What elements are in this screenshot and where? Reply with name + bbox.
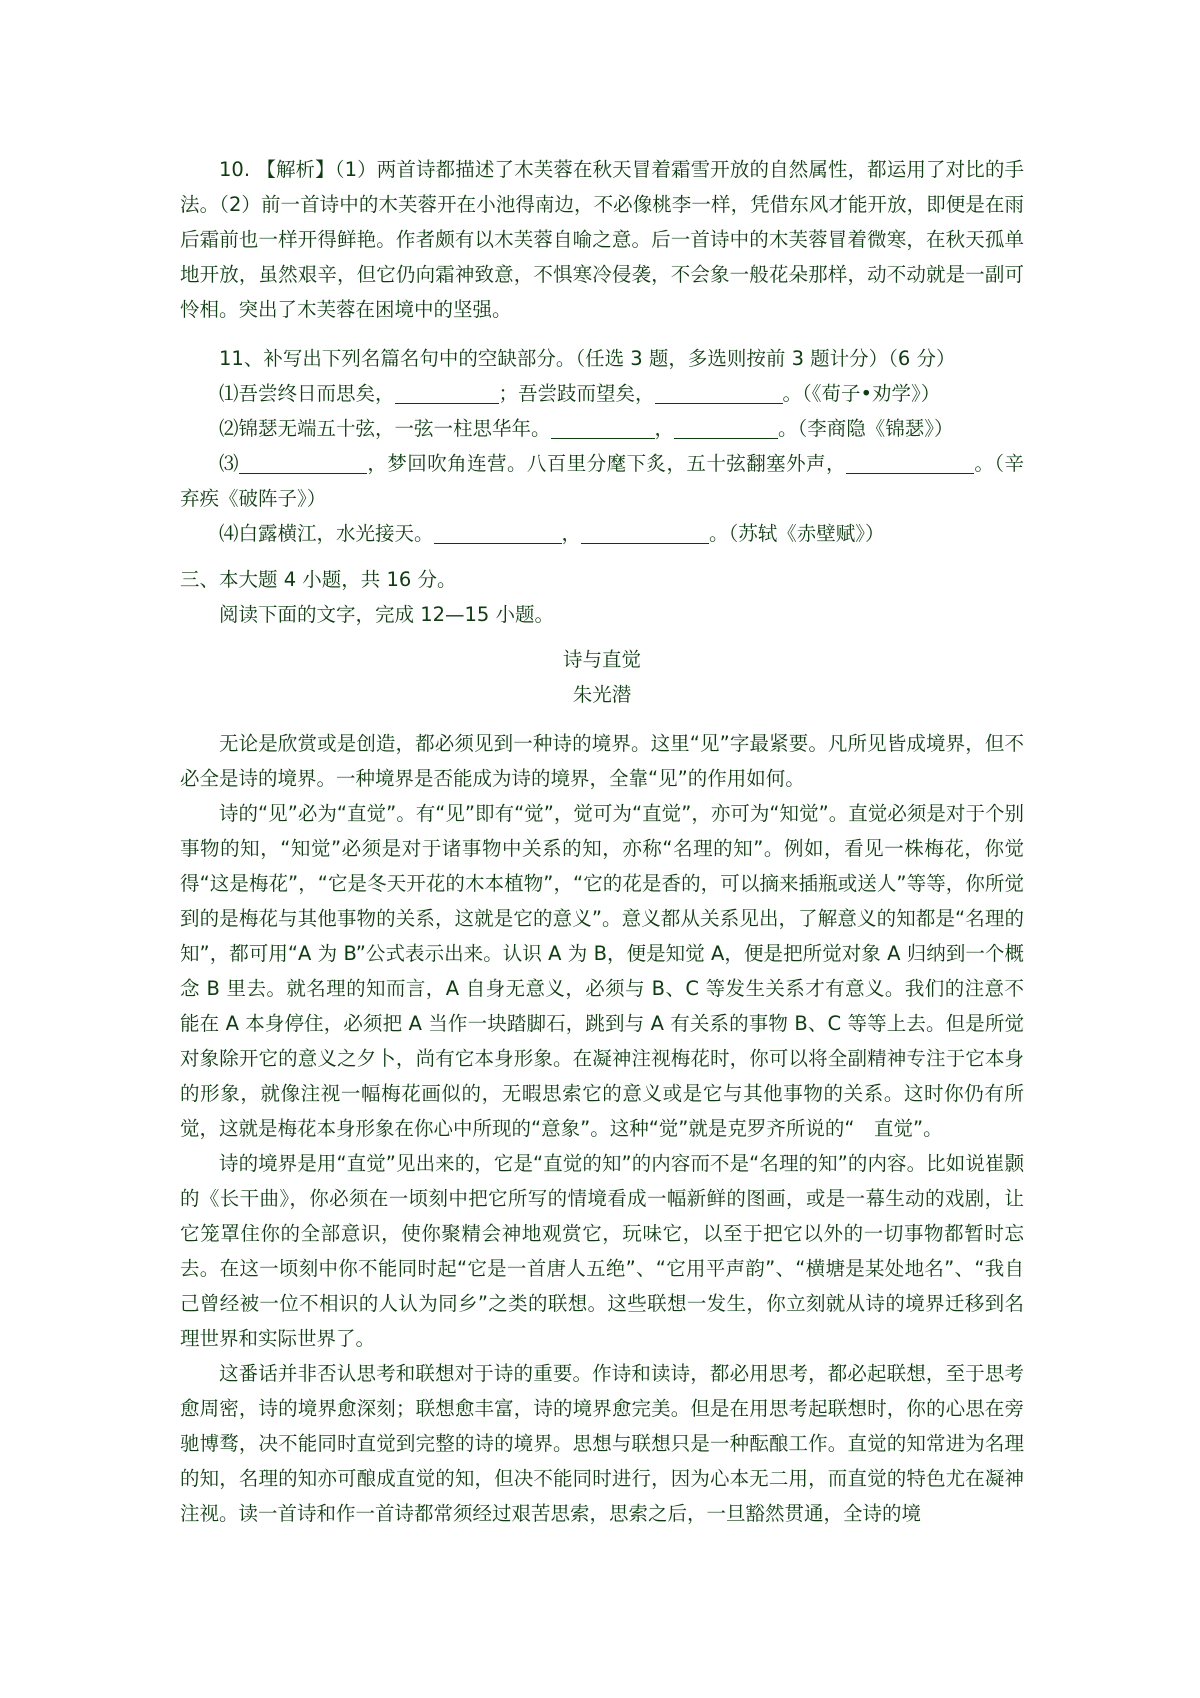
- q11-item-text: ；吾尝跂而望矣，: [498, 382, 655, 405]
- fill-blank: [239, 454, 367, 475]
- q10-answer: 10. 【解析】（1）两首诗都描述了木芙蓉在秋天冒着霜雪开放的自然属性，都运用了对比的手法。（2）前一首诗中的木芙蓉开在小池得南边，不必像桃李一样，凭借东风才能开放，即便是在雨后霜前也一样开得鲜艳。作者颇有以木芙蓉自喻之意。后一首诗中的木芙蓉冒着微寒，在秋天孤单地开放，虽然艰辛，但它仍向霜神致意，不惧寒冷侵袭，不会象一般花朵那样，动不动就是一副可怜相。突出了木芙蓉在困境中的坚强。: [180, 158, 1024, 321]
- q11-item-text: 。（辛弃疾《破阵子》）: [180, 452, 1024, 510]
- fill-blank: [581, 524, 709, 545]
- q11-item-text: 。（苏轼《赤壁赋》）: [709, 522, 885, 545]
- fill-blank: [434, 524, 562, 545]
- q11-item-text: ⑷白露横江，水光接天。: [219, 522, 434, 545]
- q11-item-text: ⑵锦瑟无端五十弦，一弦一柱思华年。: [219, 417, 551, 440]
- article-paragraph-4: 这番话并非否认思考和联想对于诗的重要。作诗和读诗，都必用思考，都必起联想，至于思考愈周密，诗的境界愈深刻；联想愈丰富，诗的境界愈完美。但是在用思考起联想时，你的心思在旁驰博骛，决不能同时直觉到完整的诗的境界。思想与联想只是一种酝酿工作。直觉的知常进为名理的知，名理的知亦可酿成直觉的知，但决不能同时进行，因为心本无二用，而直觉的特色尤在凝神注视。读一首诗和作一首诗都常须经过艰苦思索，思索之后，一旦豁然贯通，全诗的境: [180, 1362, 1024, 1525]
- q11-item-text: 。（《荀子•劝学》）: [782, 382, 941, 405]
- article-title: 诗与直觉: [562, 648, 641, 671]
- q11-intro: 11、补写出下列名篇名句中的空缺部分。（任选 3 题，多选则按前 3 题计分）（6 分）: [219, 347, 956, 370]
- q11-item-text: ，: [561, 522, 582, 545]
- q11-item-text: ⑶: [219, 452, 239, 475]
- section-heading: 三、本大题 4 小题，共 16 分。: [180, 568, 457, 591]
- article-paragraph-1: 无论是欣赏或是创造，都必须见到一种诗的境界。这里“见”字最紧要。凡所见皆成境界，但不必全是诗的境界。一种境界是否能成为诗的境界，全靠“见”的作用如何。: [180, 732, 1024, 790]
- fill-blank: [395, 384, 499, 405]
- document-body: [180, 152, 1024, 1531]
- section-instruction: 阅读下面的文字，完成 12—15 小题。: [219, 603, 555, 626]
- article-author: 朱光潜: [572, 683, 632, 706]
- article-paragraph-3: 诗的境界是用“直觉”见出来的，它是“直觉的知”的内容而不是“名理的知”的内容。比如说崔颢的《长干曲》，你必须在一顷刻中把它所写的情境看成一幅新鲜的图画，或是一幕生动的戏剧，让它笼罩住你的全部意识，使你聚精会神地观赏它，玩味它，以至于把它以外的一切事物都暂时忘去。在这一顷刻中你不能同时起“它是一首唐人五绝”、“它用平声韵”、“横塘是某处地名”、“我自己曾经被一位不相识的人认为同乡”之类的联想。这些联想一发生，你立刻就从诗的境界迁移到名理世界和实际世界了。: [180, 1152, 1024, 1350]
- q11-item-4: [180, 516, 1024, 551]
- fill-blank: [846, 454, 974, 475]
- q11-item-text: ，: [654, 417, 675, 440]
- q11-item-text: 。（李商隐《锦瑟》）: [778, 417, 954, 440]
- article-paragraph-2: 诗的“见”必为“直觉”。有“见”即有“觉”，觉可为“直觉”，亦可为“知觉”。直觉必须是对于个别事物的知，“知觉”必须是对于诸事物中关系的知，亦称“名理的知”。例如，看见一株梅花，你觉得“这是梅花”，“它是冬天开花的木本植物”，“它的花是香的，可以摘来插瓶或送人”等等，你所觉到的是梅花与其他事物的关系，这就是它的意义”。意义都从关系见出，了解意义的知都是“名理的知”，都可用“A 为 B”公式表示出来。认识 A 为 B，便是知觉 A，便是把所觉对象 A 归纳到一个概念 B 里去。就名理的知而言，A 自身无意义，必须与 B、C 等发生关系才有意义。我们的注意不能在 A 本身停住，必须把 A 当作一块踏脚石，跳到与 A 有关系的事物 B、C 等等上去。但是所觉对象除开它的意义之夕卜，尚有它本身形象。在凝神注视梅花时，你可以将全副精神专注于它本身的形象，就像注视一幅梅花画似的，无暇思索它的意义或是它与其他事物的关系。这时你仍有所觉，这就是梅花本身形象在你心中所现的“意象”。这种“觉”就是克罗齐所说的“ 直觉”。: [180, 802, 1024, 1140]
- fill-blank: [674, 419, 778, 440]
- fill-blank: [551, 419, 655, 440]
- q11-item-text: ，梦回吹角连营。八百里分麾下炙，五十弦翻塞外声，: [366, 452, 846, 475]
- q11-item-text: ⑴吾尝终日而思矣，: [219, 382, 395, 405]
- fill-blank: [655, 384, 783, 405]
- q11-item-3: [180, 446, 1024, 516]
- q11-item-1: [180, 376, 1024, 411]
- article-header: [180, 642, 1024, 712]
- q11-item-2: [180, 411, 1024, 446]
